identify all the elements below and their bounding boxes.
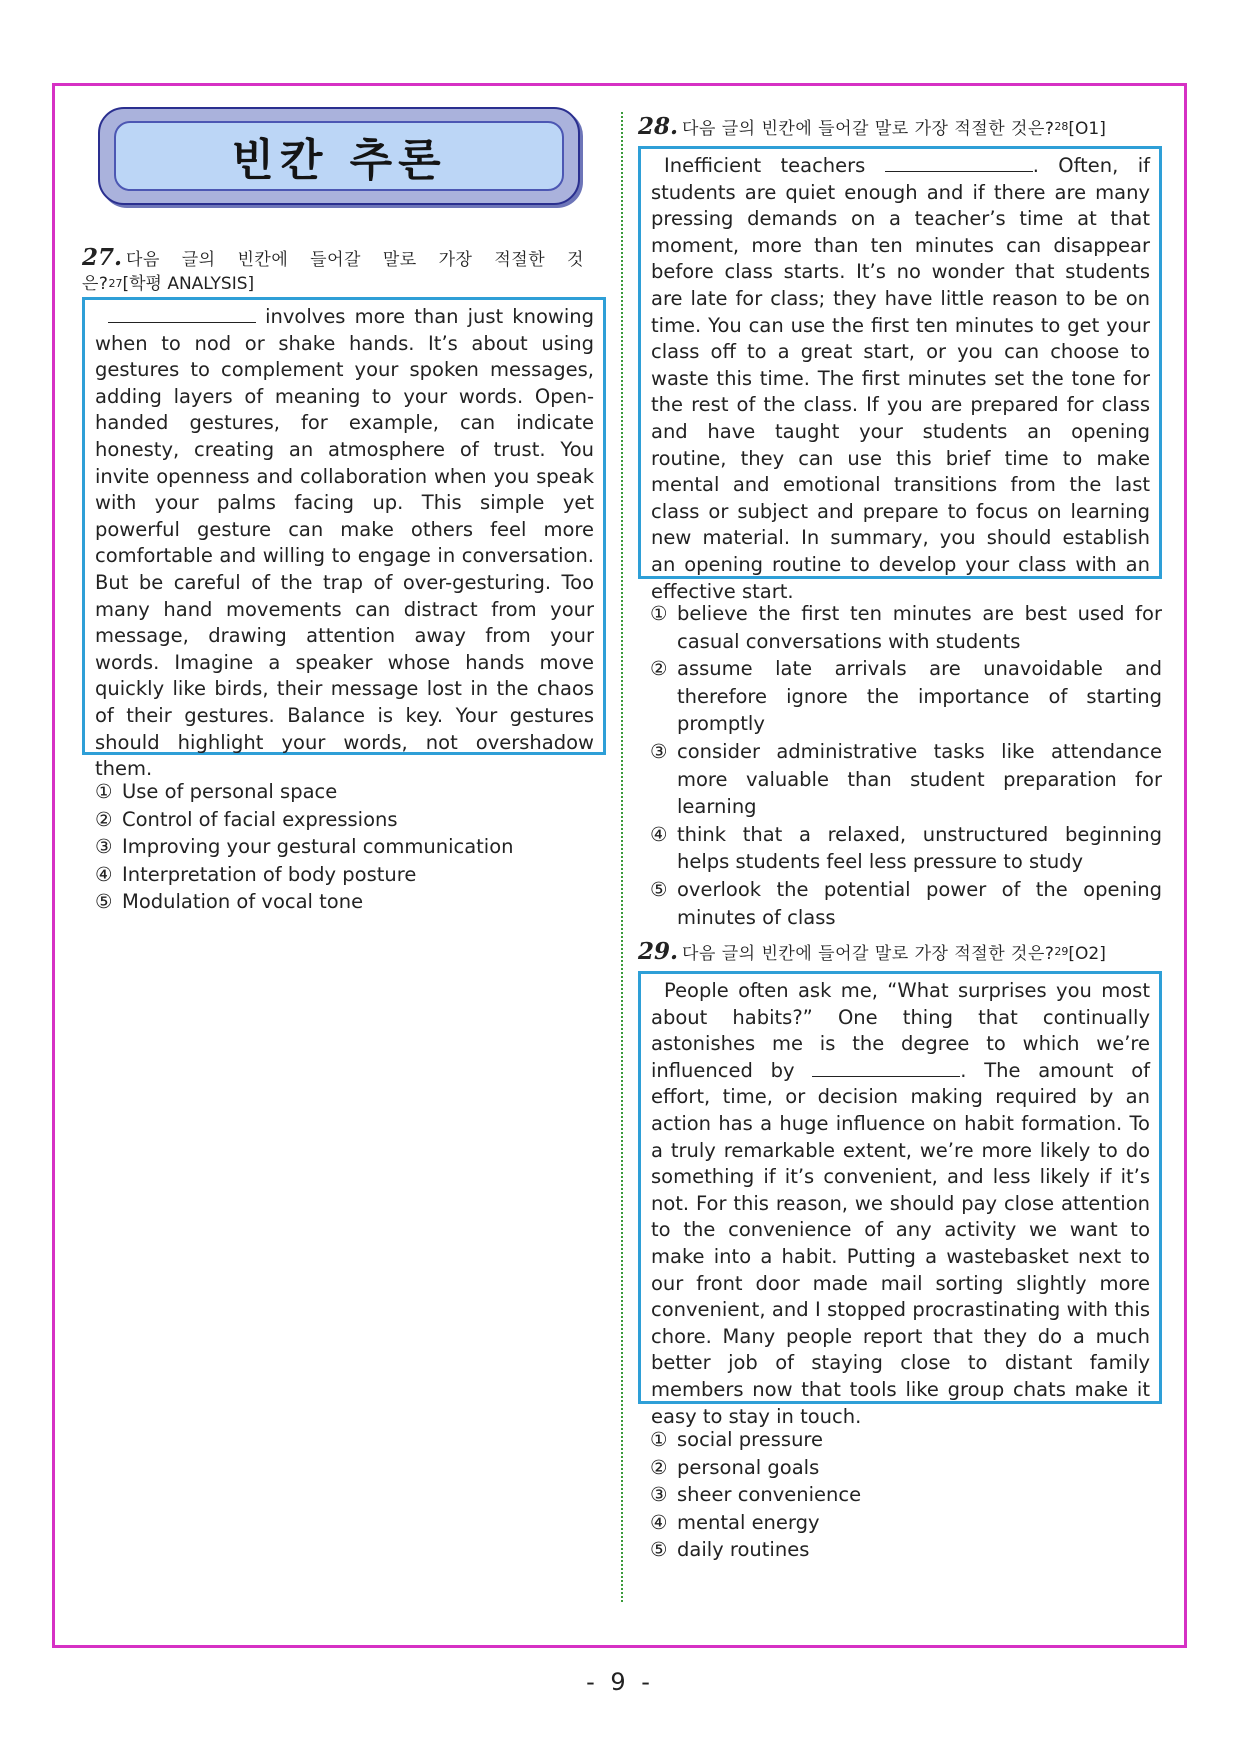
option-mark: ③ [95, 835, 113, 859]
option-text: Control of facial expressions [122, 807, 398, 831]
question-28-header [638, 115, 1158, 141]
option-text: Interpretation of body posture [122, 862, 417, 886]
question-prompt: 다음 글의 빈칸에 들어갈 말로 가장 적절한 것은? [82, 250, 584, 294]
option-text: mental energy [677, 1510, 820, 1534]
option-5[interactable] [95, 888, 605, 916]
passage-text-after: . The amount of effort, time, or decision making required by an action has a huge influence on habit formation. To a truly remarkable extent, we’re more likely to do something if it’s convenient, and less likely if it’s not. For this reason, we should pay close attention to the convenience of any activity we want to make into a habit. Putting a wastebasket next to our front door made mail sorting slightly more convenient, and I stopped procrastinating with this chore. Many people report that they do a much better job of staying close to distant family members now that tools like group chats make it easy to stay in touch. [651, 1058, 1150, 1428]
question-27-passage [82, 297, 606, 781]
section-title-inner [114, 121, 564, 191]
question-prompt: 다음 글의 빈칸에 들어갈 말로 가장 적절한 것은? [682, 119, 1055, 139]
option-mark: ① [95, 780, 113, 803]
option-2[interactable] [650, 1454, 1162, 1482]
option-mark: ⑤ [650, 1538, 668, 1562]
option-4[interactable] [95, 861, 605, 889]
question-source: [O2] [1068, 944, 1106, 964]
option-mark: ② [650, 1455, 668, 1479]
answer-blank [885, 153, 1033, 172]
section-title-badge [98, 107, 580, 205]
option-text: Modulation of vocal tone [122, 890, 364, 914]
passage-text-after: . Often, if students are quiet enough and if there are many pressing demands on a teacher’s time at that moment, more than ten minutes can disappear before class starts. It’s no wonder that students are late for class; they have little reason to be on time. You can use the first ten minutes to get your class off to a great start, or you can choose to waste this time. The first minutes set the tone for the rest of the class. If you are prepared for class and have taught your students an opening routine, they can use this brief time to make mental and emotional transitions from the last class or subject and prepare to focus on learning new material. In summary, you should establish an opening routine to develop your class with an effective start. [651, 154, 1151, 603]
option-text: daily routines [677, 1538, 810, 1562]
option-mark: ④ [95, 862, 113, 886]
question-27-header [82, 246, 607, 296]
option-text: overlook the potential power of the opening minutes of class [677, 877, 1162, 929]
option-mark: ① [650, 602, 668, 625]
question-ref: 27 [108, 277, 123, 290]
option-text: Use of personal space [122, 780, 338, 803]
option-text: sheer convenience [677, 1483, 862, 1507]
option-4[interactable] [650, 821, 1162, 876]
option-3[interactable] [95, 833, 605, 861]
option-5[interactable] [650, 876, 1162, 931]
option-mark: ② [650, 657, 668, 681]
option-mark: ② [95, 807, 113, 831]
question-ref: 29 [1054, 945, 1069, 958]
question-27-options [95, 778, 605, 916]
option-1[interactable] [95, 778, 605, 806]
option-1[interactable] [650, 1426, 1162, 1454]
question-29-passage [638, 971, 1162, 1428]
question-prompt: 다음 글의 빈칸에 들어갈 말로 가장 적절한 것은? [682, 944, 1055, 964]
question-ref: 28 [1054, 120, 1069, 133]
column-divider [621, 112, 623, 1602]
option-1[interactable] [650, 600, 1162, 655]
page-number: - 9 - [586, 1668, 654, 1696]
option-2[interactable] [95, 806, 605, 834]
option-mark: ⑤ [650, 877, 668, 901]
option-mark: ④ [650, 822, 668, 846]
question-number: 28. [638, 113, 679, 140]
option-mark: ③ [650, 1483, 668, 1507]
question-29-options [650, 1426, 1162, 1564]
option-text: Improving your gestural communication [122, 835, 514, 859]
option-text: believe the first ten minutes are best used for casual conversations with students [677, 602, 1162, 653]
question-source: [O1] [1068, 119, 1106, 139]
question-number: 29. [638, 938, 679, 965]
passage-text-before: People often ask me, “What surprises you most about habits?” One thing that continually astonishes me is the degree to which we’re influenced by [651, 979, 1150, 1082]
option-text: assume late arrivals are unavoidable and therefore ignore the importance of starting promptly [677, 657, 1162, 736]
question-number: 27. [82, 244, 123, 271]
answer-blank [108, 304, 256, 323]
option-text: personal goals [677, 1455, 820, 1479]
passage-text-before: Inefficient teachers [664, 154, 885, 177]
option-mark: ④ [650, 1510, 668, 1534]
passage-text-after: involves more than just knowing when to nod or shake hands. It’s about using gestures to complement your spoken messages, adding layers of meaning to your words. Open-handed gestures, for example, can indicate honesty, creating an atmosphere of trust. You invite openness and collaboration when you speak with your palms facing up. This simple yet powerful gesture can make others feel more comfortable and willing to engage in conversation. But be careful of the trap of over-gesturing. Too many hand movements can distract from your message, drawing attention away from your words. Imagine a speaker whose hands move quickly like birds, their message lost in the chaos of their gestures. Balance is key. Your gestures should highlight your words, not overshadow them. [95, 305, 594, 781]
question-28-passage [638, 146, 1162, 603]
option-mark: ⑤ [95, 890, 113, 914]
option-text: consider administrative tasks like attendance more valuable than student preparation for learning [677, 739, 1162, 819]
option-3[interactable] [650, 738, 1162, 821]
question-29-header [638, 940, 1158, 966]
option-2[interactable] [650, 655, 1162, 738]
question-source: [학평 ANALYSIS] [122, 274, 255, 294]
option-5[interactable] [650, 1536, 1162, 1564]
option-3[interactable] [650, 1481, 1162, 1509]
option-mark: ① [650, 1428, 668, 1451]
question-28-options [650, 600, 1162, 931]
section-title: 빈칸 추론 [231, 135, 447, 186]
option-4[interactable] [650, 1509, 1162, 1537]
option-text: think that a relaxed, unstructured beginning helps students feel less pressure to study [677, 822, 1162, 874]
answer-blank [812, 1058, 960, 1077]
option-mark: ③ [650, 739, 668, 763]
option-text: social pressure [677, 1428, 824, 1451]
